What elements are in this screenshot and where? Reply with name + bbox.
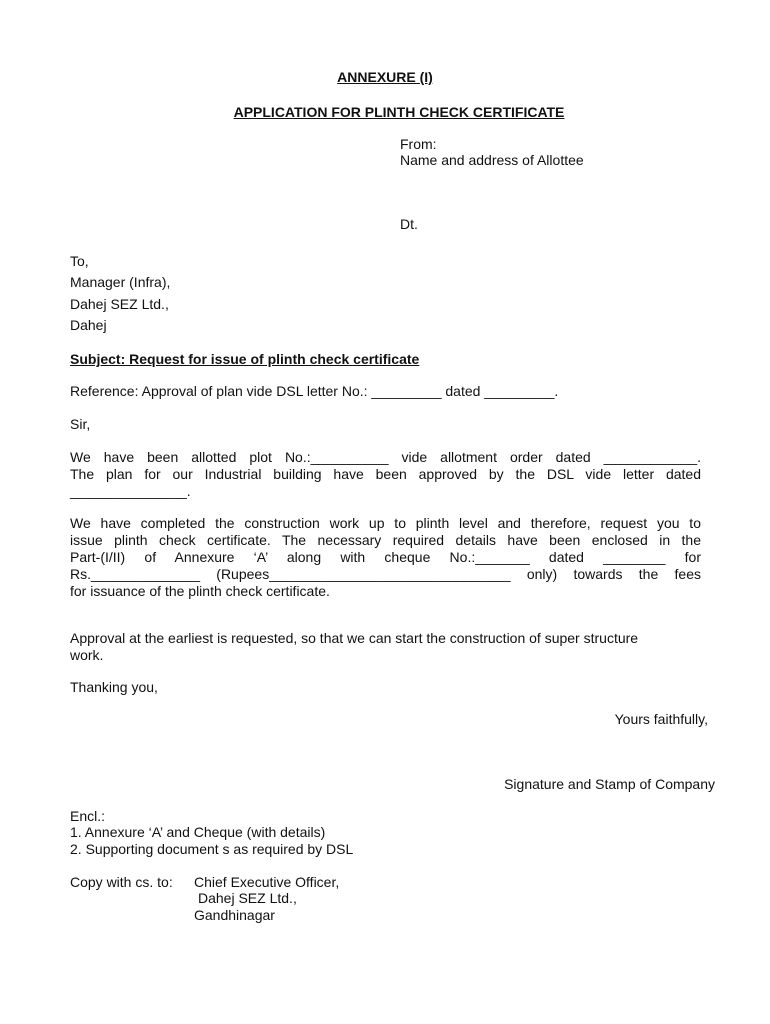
para2-line-4: Rs.______________ (Rupees_______________________________ only) towards the fees (70, 566, 701, 582)
enclosures-label: Encl.: (70, 808, 106, 824)
recipient-line-2: Dahej SEZ Ltd., (70, 296, 169, 312)
annexure-heading: ANNEXURE (I) (337, 69, 433, 85)
thanking-you: Thanking you, (70, 679, 158, 695)
copy-line-2: Dahej SEZ Ltd., (198, 890, 297, 906)
salutation: Sir, (70, 416, 91, 432)
reference-line: Reference: Approval of plan vide DSL letter No.: _________ dated _________. (70, 383, 559, 399)
para2-line-2: issue plinth check certificate. The necessary required details have been enclosed in the (70, 532, 701, 548)
to-label: To, (70, 253, 89, 269)
para1-line-1: We have been allotted plot No.:__________ vide allotment order dated ____________. (70, 449, 701, 465)
enclosure-item-1: 1. Annexure ‘A’ and Cheque (with details) (70, 824, 326, 840)
from-label: From: (400, 136, 437, 152)
signature-stamp: Signature and Stamp of Company (504, 776, 715, 792)
document-title: APPLICATION FOR PLINTH CHECK CERTIFICATE (233, 104, 565, 120)
para3-line-1: Approval at the earliest is requested, so that we can start the construction of super structure (70, 630, 639, 646)
para2-line-3: Part-(I/II) of Annexure ‘A’ along with cheque No.:_______ dated ________ for (70, 549, 701, 565)
date-label: Dt. (400, 216, 418, 232)
copy-line-3: Gandhinagar (194, 907, 275, 923)
recipient-line-3: Dahej (70, 317, 107, 333)
copy-label: Copy with cs. to: (70, 874, 173, 890)
para1-line-2: The plan for our Industrial building have been approved by the DSL vide letter dated (70, 466, 701, 482)
recipient-line-1: Manager (Infra), (70, 274, 171, 290)
subject-line: Subject: Request for issue of plinth check certificate (70, 351, 420, 367)
para2-line-5: for issuance of the plinth check certificate. (70, 583, 330, 599)
yours-faithfully: Yours faithfully, (614, 711, 708, 727)
para3-line-2: work. (70, 647, 104, 663)
copy-line-1: Chief Executive Officer, (194, 874, 340, 890)
para1-line-3: _______________. (70, 483, 191, 499)
allottee-name-address: Name and address of Allottee (400, 152, 584, 168)
para2-line-1: We have completed the construction work up to plinth level and therefore, request you to (70, 515, 701, 531)
enclosure-item-2: 2. Supporting document s as required by DSL (70, 841, 354, 857)
